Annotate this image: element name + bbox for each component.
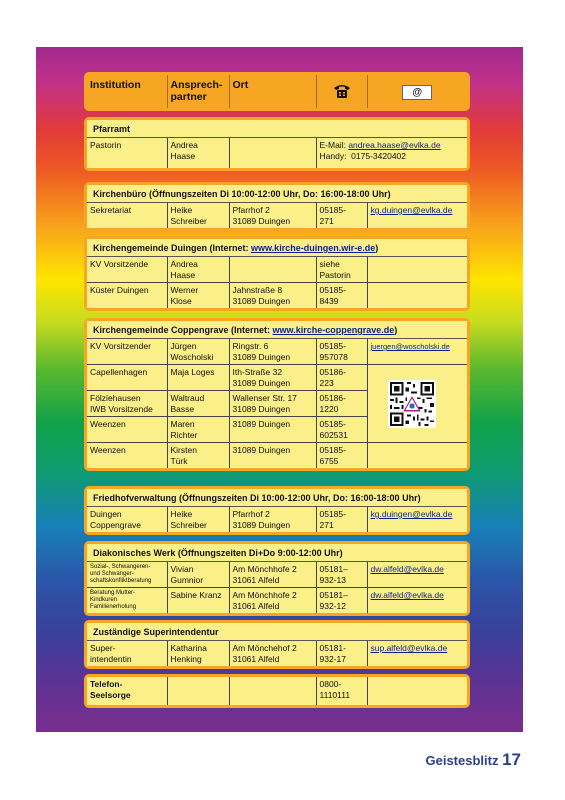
name-cell: Katharina Henking <box>167 641 229 666</box>
name-cell: Kirsten Türk <box>167 443 229 469</box>
email-cell <box>367 641 467 666</box>
telephone-icon <box>316 75 367 108</box>
section-title: Diakonisches Werk (Öffnungszeiten Di+Do 9:00-12:00 Uhr) <box>87 544 467 562</box>
table-row <box>87 203 467 228</box>
address-cell: 31089 Duingen <box>229 443 316 469</box>
website-link[interactable]: www.kirche-duingen.wir-e.de <box>251 243 376 253</box>
section-pfarramt <box>84 117 470 171</box>
address-cell <box>229 257 316 283</box>
role-cell: Weenzen <box>87 443 167 469</box>
phone-cell: 05185- 271 <box>316 507 367 532</box>
page-number: 17 <box>502 750 521 769</box>
header-place: Ort <box>229 75 316 108</box>
name-cell: Werner Klose <box>167 283 229 309</box>
section-kirchengemeinde-duingen <box>84 236 470 311</box>
email-cell <box>367 339 467 365</box>
email-link[interactable]: dw.alfeld@evlka.de <box>370 564 444 574</box>
address-cell: Pfarrhof 2 31089 Duingen <box>229 203 316 228</box>
email-link[interactable]: andrea.haase@evlka.de <box>348 140 441 150</box>
name-cell: Andrea Haase <box>167 257 229 283</box>
address-cell: 31089 Duingen <box>229 417 316 443</box>
role-cell: Super- intendentin <box>87 641 167 666</box>
role-cell: Sekretariat <box>87 203 167 228</box>
phone-cell: 05181- 932-17 <box>316 641 367 666</box>
email-cell <box>367 562 467 588</box>
name-cell: Jürgen Woscholski <box>167 339 229 365</box>
name-cell: Heike Schreiber <box>167 203 229 228</box>
role-cell: Fölziehausen IWB Vorsitzende <box>87 391 167 417</box>
table-row <box>87 588 467 614</box>
section-title: Zuständige Superintendentur <box>87 623 467 641</box>
role-cell: Küster Duingen <box>87 283 167 309</box>
phone-cell: 05181– 932-12 <box>316 588 367 614</box>
email-cell <box>367 443 467 469</box>
phone-cell: 05181– 932-13 <box>316 562 367 588</box>
section-friedhofverwaltung <box>84 486 470 535</box>
envelope-icon: @ <box>367 75 467 108</box>
phone-cell: 05185- 8439 <box>316 283 367 309</box>
section-title: Pfarramt <box>87 120 467 138</box>
header-institution: Institution <box>87 75 167 108</box>
role-cell: Weenzen <box>87 417 167 443</box>
name-cell: Vivian Gumnior <box>167 562 229 588</box>
address-cell: Am Mönchehof 2 31061 Alfeld <box>229 641 316 666</box>
email-link[interactable]: kg.duingen@evlka.de <box>370 509 453 519</box>
phone-cell: 05185- 602531 <box>316 417 367 443</box>
email-link[interactable]: kg.duingen@evlka.de <box>370 205 453 215</box>
address-cell: Am Mönchhofe 2 31061 Alfeld <box>229 588 316 614</box>
section-superintendentur <box>84 620 470 669</box>
address-cell: Am Mönchhofe 2 31061 Alfeld <box>229 562 316 588</box>
email-cell <box>367 283 467 309</box>
email-cell <box>367 257 467 283</box>
email-link[interactable]: juergen@woscholski.de <box>370 342 450 351</box>
table-row <box>87 677 467 705</box>
name-cell: Andrea Haase <box>167 138 229 168</box>
phone-cell: 0800- 1110111 <box>316 677 367 705</box>
phone-cell: 05185- 957078 <box>316 339 367 365</box>
role-cell: KV Vorsitzende <box>87 257 167 283</box>
table-row <box>87 339 467 365</box>
role-cell: Pastorin <box>87 138 167 168</box>
address-cell: Ringstr. 6 31089 Duingen <box>229 339 316 365</box>
qr-code <box>388 380 436 428</box>
role-cell: Telefon- Seelsorge <box>87 677 167 705</box>
address-cell <box>229 677 316 705</box>
section-kirchenbuero <box>84 182 470 231</box>
page-footer <box>425 750 521 770</box>
email-cell <box>367 507 467 532</box>
address-cell: Pfarrhof 2 31089 Duingen <box>229 507 316 532</box>
role-cell: Capellenhagen <box>87 365 167 391</box>
address-cell: Wallenser Str. 17 31089 Duingen <box>229 391 316 417</box>
table-row <box>87 443 467 469</box>
section-title: Kirchengemeinde Coppengrave (Internet: www.kirche-coppengrave.de) <box>87 321 467 339</box>
contact-cell: E-Mail: andrea.haase@evlka.de Handy: 0175-3420402 <box>316 138 467 168</box>
name-cell: Maren Richter <box>167 417 229 443</box>
phone-cell: siehe Pastorin <box>316 257 367 283</box>
table-row <box>87 507 467 532</box>
address-cell <box>229 138 316 168</box>
website-link[interactable]: www.kirche-coppengrave.de <box>272 325 395 335</box>
email-cell <box>367 588 467 614</box>
role-cell: Duingen Coppengrave <box>87 507 167 532</box>
table-row <box>87 138 467 168</box>
role-cell: KV Vorsitzender <box>87 339 167 365</box>
header-contact: Ansprech- partner <box>167 75 229 108</box>
table-row <box>87 641 467 666</box>
phone-cell: 05186- 223 <box>316 365 367 391</box>
name-cell: Heike Schreiber <box>167 507 229 532</box>
name-cell <box>167 677 229 705</box>
section-diakonisches-werk <box>84 541 470 616</box>
name-cell: Waltraud Basse <box>167 391 229 417</box>
name-cell: Maja Loges <box>167 365 229 391</box>
role-cell: Beratung Mutter- Kindkuren Familienerholung <box>87 588 167 614</box>
address-cell: Jahnstraße 8 31089 Duingen <box>229 283 316 309</box>
phone-cell: 05186- 1220 <box>316 391 367 417</box>
address-cell: Ith-Straße 32 31089 Duingen <box>229 365 316 391</box>
phone-cell: 05185- 6755 <box>316 443 367 469</box>
table-row <box>87 283 467 309</box>
table-header <box>84 72 470 111</box>
email-link[interactable]: dw.alfeld@evlka.de <box>370 590 444 600</box>
section-title: Kirchengemeinde Duingen (Internet: www.kirche-duingen.wir-e.de) <box>87 239 467 257</box>
email-link[interactable]: sup.alfeld@evlka.de <box>370 643 448 653</box>
table-row <box>87 257 467 283</box>
section-title: Kirchenbüro (Öffnungszeiten Di 10:00-12:00 Uhr, Do: 16:00-18:00 Uhr) <box>87 185 467 203</box>
email-cell <box>367 677 467 705</box>
table-row <box>87 562 467 588</box>
section-telefonseelsorge <box>84 674 470 708</box>
phone-cell: 05185- 271 <box>316 203 367 228</box>
email-cell <box>367 203 467 228</box>
magazine-name: Geistesblitz <box>425 753 499 768</box>
role-cell: Sozial-, Schwangeren- und Schwanger- schaftskonfliktberatung <box>87 562 167 588</box>
section-title: Friedhofverwaltung (Öffnungszeiten Di 10:00-12:00 Uhr, Do: 16:00-18:00 Uhr) <box>87 489 467 507</box>
name-cell: Sabine Kranz <box>167 588 229 614</box>
